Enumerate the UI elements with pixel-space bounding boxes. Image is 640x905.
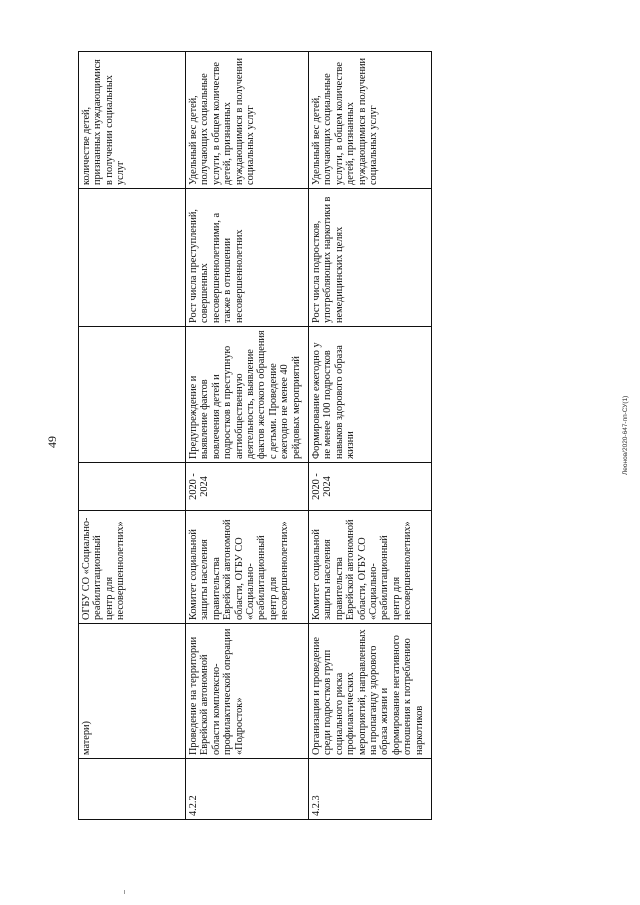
cell-period: 2020 - 2024 <box>186 463 309 511</box>
cell-consequences <box>79 189 186 327</box>
table-row <box>186 52 309 820</box>
cell-executor: ОГБУ СО «Социально-реабилитационный центр для несовершеннолетних» <box>79 511 186 624</box>
document-code: Леонов/2020-647-пп-СУ(1) <box>622 395 629 475</box>
cell-period <box>79 463 186 511</box>
cell-indicator: количестве детей, признанных нуждающимися в получении социальных услуг <box>79 52 186 189</box>
cell-number: 4.2.2 <box>186 759 309 820</box>
cell-consequences: Рост числа подростков, употребляющих наркотики в немедицинских целях <box>309 189 432 327</box>
cell-executor: Комитет социальной защиты населения правительства Еврейской автономной области, ОГБУ СО «Социально-реабилитационный центр для несовершеннолетних» <box>309 511 432 624</box>
cell-executor: Комитет социальной защиты населения правительства Еврейской автономной области, ОГБУ СО «Социально-реабилитационный центр для несовершеннолетних» <box>186 511 309 624</box>
cell-measure: Организация и проведение среди подростков групп социального риска профилактических мероприятий, направленных на пропаганду здорового образа жизни и формирование негативного отношения к потреблению наркотиков <box>309 624 432 759</box>
cell-expected-result <box>79 327 186 463</box>
table-row <box>309 52 432 820</box>
table-row <box>79 52 186 820</box>
cell-measure: Проведение на территории Еврейской автономной области комплексно-профилактической операции «Подросток» <box>186 624 309 759</box>
scan-mark <box>124 890 125 894</box>
cell-period: 2020 - 2024 <box>309 463 432 511</box>
cell-consequences: Рост числа преступлений, совершенных несовершеннолетними, а также в отношении несовершеннолетних <box>186 189 309 327</box>
cell-number: 4.2.3 <box>309 759 432 820</box>
cell-indicator: Удельный вес детей, получающих социальные услуги, в общем количестве детей, признанных нуждающимися в получении социальных услуг <box>309 52 432 189</box>
cell-expected-result: Формирование ежегодно у не менее 100 подростков навыков здорового образа жизни <box>309 327 432 463</box>
cell-indicator: Удельный вес детей, получающих социальные услуги, в общем количестве детей, признанных нуждающимися в получении социальных услуг <box>186 52 309 189</box>
page-number: 49 <box>45 436 59 448</box>
table-rotated-wrapper <box>78 52 424 820</box>
measures-table <box>78 51 432 820</box>
cell-number <box>79 759 186 820</box>
cell-measure: матери) <box>79 624 186 759</box>
cell-expected-result: Предупреждение и выявление фактов вовлечения детей и подростков в преступную антиобщественную деятельность, выявление фактов жестокого обращения с детьми. Проведение ежегодно не менее 40 рейдовых мероприятий <box>186 327 309 463</box>
